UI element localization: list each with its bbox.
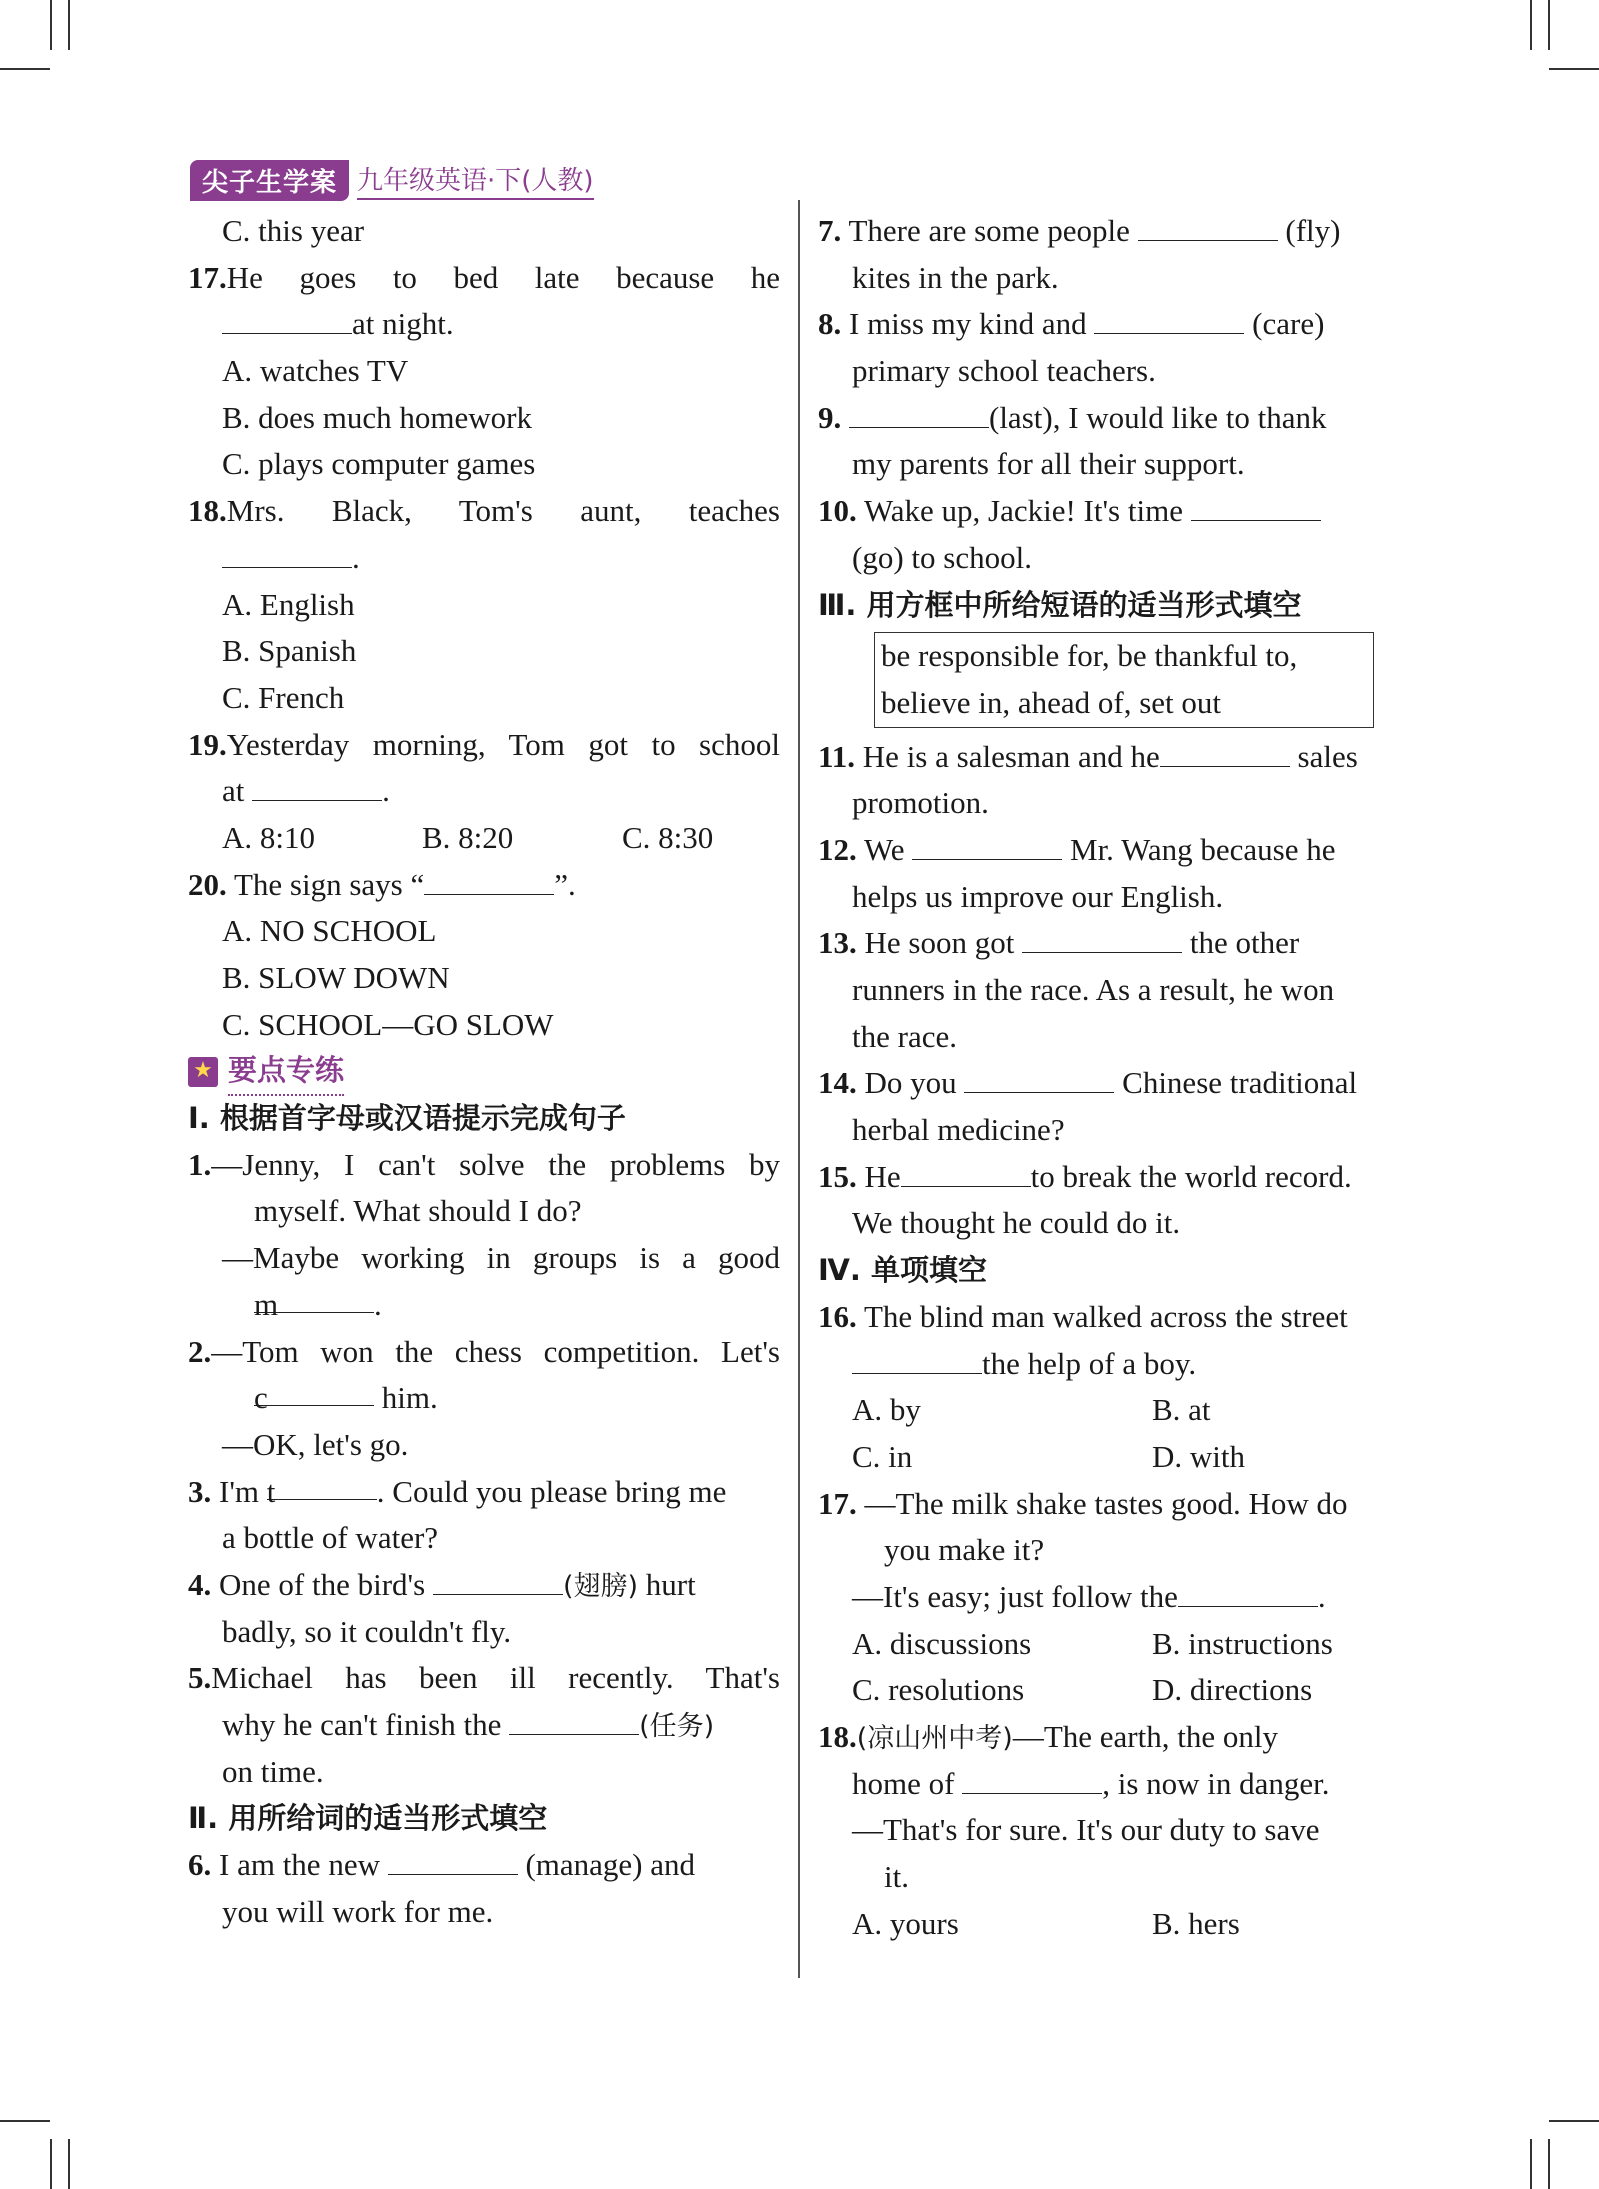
question-text: The sign says “: [233, 866, 425, 902]
answer-blank[interactable]: [222, 537, 352, 568]
question-number: 4.: [188, 1566, 212, 1602]
option-a: A. watches TV: [222, 353, 409, 389]
option-b: B. instructions: [1152, 1625, 1333, 1661]
option-a: A. NO SCHOOL: [222, 913, 437, 949]
question-number: 20.: [188, 866, 227, 902]
question-text: badly, so it couldn't fly.: [222, 1613, 512, 1649]
option-b: B. hers: [1152, 1905, 1240, 1941]
column-divider: [798, 200, 800, 1978]
section-heading-3: Ⅲ. 用方框中所给短语的适当形式填空: [818, 587, 1302, 622]
key-points-label: 要点专练: [228, 1047, 344, 1096]
answer-blank[interactable]: [252, 770, 382, 801]
question-number: 18.: [818, 1719, 857, 1754]
question-text: . Could you please bring me: [376, 1473, 727, 1509]
question-text: Yesterday morning, Tom got to school: [226, 726, 780, 762]
question-number: 11.: [818, 738, 856, 774]
question-text: (manage) and: [525, 1847, 696, 1883]
question-text: He soon got: [864, 925, 1015, 961]
section-heading-2: Ⅱ. 用所给词的适当形式填空: [188, 1801, 548, 1836]
question-text: Do you: [864, 1065, 957, 1101]
answer-blank[interactable]: [964, 1062, 1114, 1093]
question-text: , is now in danger.: [1102, 1765, 1330, 1801]
question-text: .: [1317, 1578, 1326, 1614]
question-text: —It's easy; just follow the: [852, 1578, 1178, 1614]
answer-blank[interactable]: [912, 829, 1062, 860]
option-a: A. 8:10: [222, 819, 315, 855]
answer-blank[interactable]: [424, 864, 554, 895]
right-column: [818, 208, 1410, 1947]
question-text: to break the world record.: [1030, 1158, 1352, 1194]
exercise-14: [818, 1060, 1410, 1153]
question-text: He: [864, 1158, 901, 1194]
phrase-box: [874, 632, 1374, 727]
question-text: The blind man walked across the street: [863, 1298, 1348, 1334]
question-text: you make it?: [884, 1532, 1045, 1568]
question-text: the other: [1189, 925, 1300, 961]
exercise-12: [818, 827, 1410, 920]
exercise-7: [818, 208, 1410, 301]
left-column: [188, 208, 780, 1935]
exercise-3: [188, 1469, 780, 1562]
question-number: 1.: [188, 1146, 212, 1182]
exercise-18: [818, 1714, 1410, 1947]
book-subtitle: 九年级英语·下(人教): [357, 160, 594, 200]
option-c: C. French: [222, 679, 345, 715]
question-text: I'm: [219, 1473, 260, 1509]
crop-mark: [50, 0, 52, 50]
question-number: 19.: [188, 726, 227, 762]
exercise-9: [818, 395, 1410, 488]
exercise-16: [818, 1294, 1410, 1481]
exercise-17: [818, 1481, 1410, 1714]
question-text: promotion.: [852, 785, 989, 821]
question-text: myself. What should I do?: [254, 1193, 582, 1229]
crop-mark: [50, 2139, 52, 2189]
crop-mark: [68, 2139, 70, 2189]
exercise-8: [818, 301, 1410, 394]
brand-label: 尖子生学案: [190, 160, 349, 201]
question-text: home of: [852, 1765, 955, 1801]
question-number: 17.: [818, 1485, 857, 1521]
option-c: C. this year: [222, 213, 365, 248]
question-number: 8.: [818, 306, 842, 342]
chinese-hint: (任务): [639, 1711, 715, 1742]
answer-blank[interactable]: [1160, 736, 1290, 767]
answer-blank[interactable]: [433, 1564, 563, 1595]
exercise-1: [188, 1142, 780, 1329]
question-text: We: [863, 831, 905, 867]
question-text: (care): [1252, 306, 1325, 342]
answer-blank[interactable]: [254, 1375, 374, 1416]
crop-mark: [1549, 68, 1599, 70]
exercise-4: [188, 1562, 780, 1655]
phrase-list: be responsible for, be thankful to,: [881, 638, 1298, 674]
question-text: Michael has been ill recently. That's: [211, 1660, 780, 1696]
question-number: 12.: [818, 831, 857, 867]
question-number: 18.: [188, 493, 227, 529]
section-heading-4: Ⅳ. 单项填空: [818, 1253, 987, 1288]
answer-blank[interactable]: [509, 1704, 639, 1735]
question-text: runners in the race. As a result, he won: [852, 972, 1335, 1007]
question-text: you will work for me.: [222, 1893, 494, 1929]
question-text: .: [352, 539, 360, 575]
answer-blank[interactable]: [1178, 1576, 1318, 1607]
crop-mark: [0, 2120, 50, 2122]
phrase-list: believe in, ahead of, set out: [881, 684, 1222, 720]
question-text: (go) to school.: [852, 539, 1032, 575]
question-number: 13.: [818, 925, 857, 961]
question-number: 17.: [188, 259, 227, 295]
answer-blank[interactable]: [849, 397, 989, 428]
answer-blank[interactable]: [1094, 303, 1244, 334]
option-c: C. SCHOOL—GO SLOW: [222, 1006, 554, 1042]
question-text: primary school teachers.: [852, 353, 1156, 389]
initial-letter: c: [254, 1380, 268, 1416]
question-text: ”.: [554, 866, 576, 902]
question-20: [188, 862, 780, 1049]
question-number: 16.: [818, 1298, 857, 1334]
question-text: at: [222, 773, 245, 809]
crop-mark: [1549, 2120, 1599, 2122]
page-header: [190, 160, 594, 200]
question-number: 5.: [188, 1660, 212, 1696]
question-number: 3.: [188, 1473, 212, 1509]
question-number: 14.: [818, 1065, 857, 1101]
question-text: —Maybe working in groups is a good: [222, 1240, 780, 1276]
question-text: —Tom won the chess competition. Let's: [211, 1333, 780, 1369]
question-text: at night.: [352, 306, 454, 342]
question-text: herbal medicine?: [852, 1112, 1065, 1148]
question-text: —The earth, the only: [1012, 1719, 1278, 1754]
option-c: C. resolutions: [852, 1672, 1025, 1708]
question-number: 10.: [818, 493, 857, 529]
question-text: on time.: [222, 1753, 324, 1789]
exercise-15: [818, 1154, 1410, 1247]
question-17: [188, 255, 780, 488]
question-number: 15.: [818, 1158, 857, 1194]
question-text: sales: [1297, 738, 1358, 774]
question-text: my parents for all their support.: [852, 446, 1245, 482]
question-number: 9.: [818, 399, 842, 435]
option-b: B. 8:20: [422, 819, 514, 855]
question-text: hurt: [645, 1566, 696, 1602]
answer-blank[interactable]: [901, 1156, 1031, 1187]
exercise-6: [188, 1842, 780, 1935]
question-text: —Jenny, I can't solve the problems by: [211, 1146, 780, 1182]
question-text: kites in the park.: [852, 259, 1059, 295]
question-text: a bottle of water?: [222, 1520, 439, 1556]
question-text: Mrs. Black, Tom's aunt, teaches: [226, 493, 780, 529]
exercise-5: [188, 1655, 780, 1795]
option-a: A. discussions: [852, 1625, 1032, 1661]
option-c: C. plays computer games: [222, 446, 536, 482]
question-text: He is a salesman and he: [862, 738, 1160, 774]
question-text: Mr. Wang because he: [1070, 831, 1336, 867]
answer-blank[interactable]: [222, 303, 352, 334]
option-d: D. directions: [1152, 1672, 1313, 1708]
key-points-heading: [188, 1048, 780, 1095]
option-b: B. Spanish: [222, 633, 357, 669]
crop-mark: [1548, 2139, 1550, 2189]
question-text: Chinese traditional: [1122, 1065, 1358, 1101]
option-b: B. SLOW DOWN: [222, 960, 450, 995]
question-text: —That's for sure. It's our duty to save: [852, 1812, 1320, 1848]
option-a: A. by: [852, 1392, 921, 1428]
question-number: 6.: [188, 1847, 212, 1883]
question-text: There are some people: [848, 213, 1130, 248]
question-text: He goes to bed late because he: [226, 259, 780, 295]
answer-blank[interactable]: [852, 1343, 982, 1374]
option-d: D. with: [1152, 1438, 1245, 1474]
question-text: the help of a boy.: [982, 1345, 1197, 1381]
question-18: [188, 488, 780, 721]
question-number: 7.: [818, 213, 842, 248]
answer-blank[interactable]: [266, 1469, 377, 1509]
question-text: —The milk shake tastes good. How do: [864, 1485, 1348, 1521]
question-number: 2.: [188, 1333, 212, 1369]
option-c: C. in: [852, 1438, 913, 1474]
crop-mark: [1548, 0, 1550, 50]
crop-mark: [68, 0, 70, 50]
question-text: Wake up, Jackie! It's time: [863, 493, 1183, 529]
initial-letter: m: [254, 1286, 279, 1322]
question-text: I miss my kind and: [849, 306, 1087, 342]
option-a: A. English: [222, 586, 355, 622]
question-text: it.: [884, 1859, 909, 1895]
chinese-hint: (翅膀): [562, 1570, 639, 1602]
answer-blank[interactable]: [962, 1763, 1102, 1794]
question-text: I am the new: [219, 1847, 380, 1883]
answer-blank[interactable]: [1138, 210, 1278, 241]
question-text: (fly): [1285, 213, 1341, 248]
crop-mark: [1530, 2139, 1532, 2189]
exercise-2: [188, 1329, 780, 1469]
question-text: helps us improve our English.: [852, 878, 1224, 914]
option-c: C. 8:30: [622, 819, 714, 855]
answer-blank[interactable]: [254, 1282, 374, 1322]
question-text: (last), I would like to thank: [989, 399, 1327, 435]
answer-blank[interactable]: [1022, 922, 1182, 953]
question-text: .: [382, 773, 390, 809]
question-text: —OK, let's go.: [222, 1426, 409, 1462]
initial-letter: t: [266, 1473, 276, 1509]
exercise-11: [818, 734, 1410, 827]
question-text: him.: [381, 1380, 438, 1416]
exam-source: (凉山州中考): [856, 1723, 1013, 1754]
question-19: [188, 722, 780, 862]
question-text: .: [374, 1286, 382, 1322]
option-b: B. at: [1152, 1392, 1211, 1428]
answer-blank[interactable]: [388, 1844, 518, 1875]
option-b: B. does much homework: [222, 399, 532, 435]
exercise-13: [818, 920, 1410, 1060]
crop-mark: [0, 68, 50, 70]
star-icon: ★: [188, 1057, 218, 1087]
question-text: the race.: [852, 1018, 957, 1054]
question-text: We thought he could do it.: [852, 1205, 1181, 1241]
question-text: One of the bird's: [219, 1566, 426, 1602]
section-heading-1: Ⅰ. 根据首字母或汉语提示完成句子: [188, 1101, 626, 1136]
option-a: A. yours: [852, 1905, 959, 1941]
answer-blank[interactable]: [1191, 490, 1321, 521]
crop-mark: [1530, 0, 1532, 50]
question-text: why he can't finish the: [222, 1707, 502, 1742]
exercise-10: [818, 488, 1410, 581]
